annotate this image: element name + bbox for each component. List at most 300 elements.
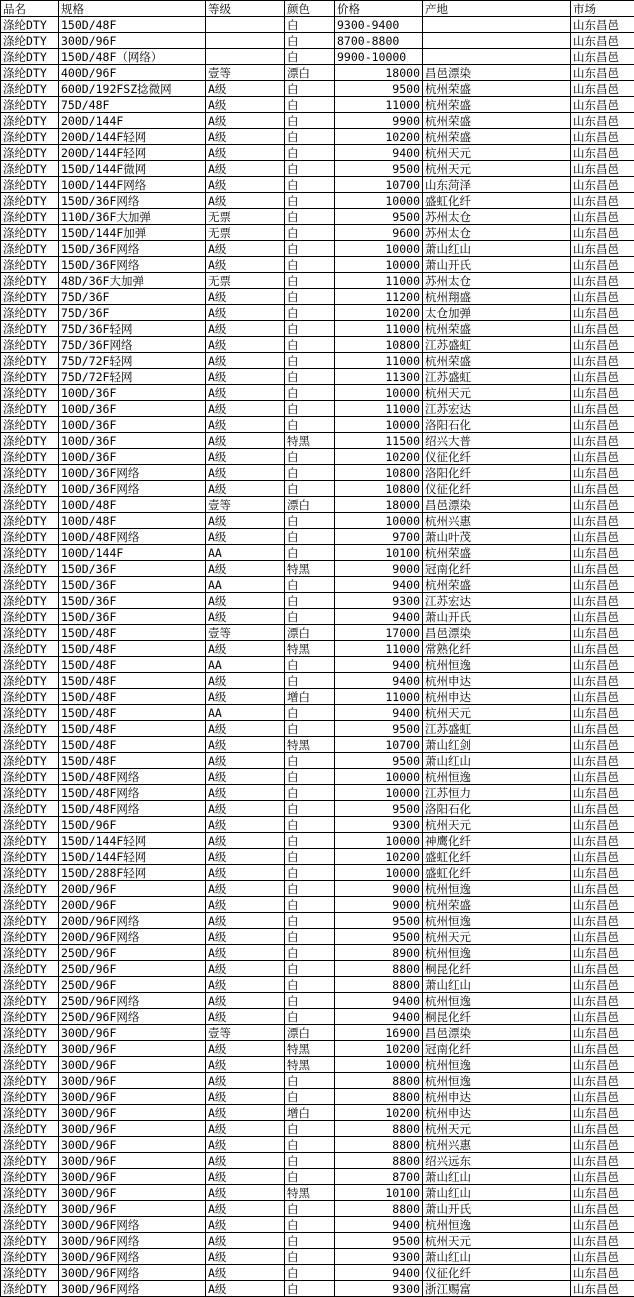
table-row [1,161,634,177]
cell-spec: 100D/36F [59,417,206,433]
cell-price: 9900 [335,113,423,129]
cell-color: 特黑 [285,641,335,657]
cell-color: 白 [285,257,335,273]
cell-product: 涤纶DTY [1,1009,59,1025]
cell-market: 山东昌邑 [571,33,634,49]
table-row [1,81,634,97]
cell-origin: 太仓加弹 [423,305,571,321]
cell-product: 涤纶DTY [1,897,59,913]
cell-grade: A级 [206,753,285,769]
cell-price: 10000 [335,241,423,257]
cell-spec: 300D/96F [59,1153,206,1169]
cell-market: 山东昌邑 [571,785,634,801]
cell-market: 山东昌邑 [571,369,634,385]
cell-grade: A级 [206,161,285,177]
cell-color: 白 [285,385,335,401]
cell-market: 山东昌邑 [571,97,634,113]
cell-spec: 200D/144F轻网 [59,129,206,145]
header-spec: 规格 [59,1,206,17]
cell-market: 山东昌邑 [571,353,634,369]
cell-price: 8800 [335,1201,423,1217]
cell-origin: 杭州恒逸 [423,1217,571,1233]
cell-market: 山东昌邑 [571,577,634,593]
cell-price: 8700-8800 [335,33,423,49]
cell-product: 涤纶DTY [1,657,59,673]
cell-grade: A级 [206,1169,285,1185]
cell-grade: A级 [206,145,285,161]
cell-product: 涤纶DTY [1,801,59,817]
cell-product: 涤纶DTY [1,465,59,481]
table-row [1,769,634,785]
cell-color: 白 [285,241,335,257]
table-row [1,689,634,705]
cell-market: 山东昌邑 [571,641,634,657]
cell-origin: 盛虹化纤 [423,865,571,881]
cell-spec: 150D/48F [59,689,206,705]
cell-spec: 300D/96F网络 [59,1249,206,1265]
table-row [1,1185,634,1201]
table-row [1,209,634,225]
cell-price: 10800 [335,481,423,497]
cell-spec: 600D/192FSZ捻微网 [59,81,206,97]
cell-color: 白 [285,545,335,561]
cell-color: 白 [285,593,335,609]
cell-spec: 150D/48F网络 [59,769,206,785]
cell-origin [423,33,571,49]
cell-color: 白 [285,657,335,673]
cell-spec: 150D/96F [59,817,206,833]
cell-color: 白 [285,337,335,353]
cell-market: 山东昌邑 [571,257,634,273]
table-row [1,625,634,641]
cell-market: 山东昌邑 [571,1009,634,1025]
cell-grade: A级 [206,689,285,705]
cell-product: 涤纶DTY [1,577,59,593]
cell-origin: 杭州恒逸 [423,769,571,785]
cell-market: 山东昌邑 [571,721,634,737]
cell-color: 白 [285,113,335,129]
cell-market: 山东昌邑 [571,513,634,529]
cell-grade: A级 [206,977,285,993]
cell-product: 涤纶DTY [1,1057,59,1073]
cell-grade: A级 [206,769,285,785]
table-row [1,1057,634,1073]
cell-price: 8800 [335,1089,423,1105]
cell-spec: 100D/36F [59,401,206,417]
cell-grade: A级 [206,865,285,881]
cell-price: 10000 [335,193,423,209]
cell-market: 山东昌邑 [571,1201,634,1217]
cell-product: 涤纶DTY [1,529,59,545]
cell-color: 白 [285,81,335,97]
cell-origin: 萧山红山 [423,1185,571,1201]
cell-product: 涤纶DTY [1,961,59,977]
cell-color: 白 [285,753,335,769]
cell-spec: 100D/48F [59,497,206,513]
cell-origin: 杭州天元 [423,1121,571,1137]
cell-origin: 杭州天元 [423,817,571,833]
table-row [1,577,634,593]
cell-spec: 75D/36F [59,289,206,305]
cell-price: 9300-9400 [335,17,423,33]
cell-grade: A级 [206,929,285,945]
cell-grade: A级 [206,609,285,625]
cell-price: 9400 [335,705,423,721]
table-row [1,609,634,625]
cell-product: 涤纶DTY [1,1233,59,1249]
cell-product: 涤纶DTY [1,1217,59,1233]
header-row [1,1,634,17]
cell-market: 山东昌邑 [571,897,634,913]
cell-market: 山东昌邑 [571,625,634,641]
cell-color: 白 [285,833,335,849]
cell-market: 山东昌邑 [571,705,634,721]
cell-price: 9900-10000 [335,49,423,65]
cell-color: 白 [285,1233,335,1249]
cell-origin: 杭州兴惠 [423,513,571,529]
cell-price: 9500 [335,1233,423,1249]
cell-price: 10200 [335,1105,423,1121]
cell-grade: A级 [206,817,285,833]
cell-market: 山东昌邑 [571,817,634,833]
table-row [1,385,634,401]
cell-spec: 110D/36F大加弹 [59,209,206,225]
cell-origin: 常熟化纤 [423,641,571,657]
cell-product: 涤纶DTY [1,1121,59,1137]
cell-origin: 杭州申达 [423,1105,571,1121]
cell-grade: A级 [206,433,285,449]
cell-price: 9400 [335,1265,423,1281]
cell-origin: 萧山红山 [423,977,571,993]
cell-grade: A级 [206,305,285,321]
cell-price: 11000 [335,353,423,369]
cell-product: 涤纶DTY [1,769,59,785]
cell-market: 山东昌邑 [571,145,634,161]
cell-color: 白 [285,1201,335,1217]
table-row [1,353,634,369]
cell-color: 增白 [285,689,335,705]
cell-market: 山东昌邑 [571,593,634,609]
cell-price: 10200 [335,305,423,321]
cell-grade: A级 [206,113,285,129]
cell-color: 白 [285,977,335,993]
cell-spec: 75D/36F网络 [59,337,206,353]
table-row [1,1041,634,1057]
cell-grade: 无票 [206,209,285,225]
cell-origin: 冠南化纤 [423,561,571,577]
cell-origin: 杭州申达 [423,673,571,689]
table-row [1,945,634,961]
cell-price: 10000 [335,417,423,433]
cell-origin: 盛虹化纤 [423,849,571,865]
cell-spec: 150D/48F [59,641,206,657]
cell-product: 涤纶DTY [1,721,59,737]
table-row [1,225,634,241]
cell-price: 8700 [335,1169,423,1185]
table-row [1,913,634,929]
cell-price: 10000 [335,257,423,273]
cell-market: 山东昌邑 [571,433,634,449]
cell-origin: 昌邑漂染 [423,1025,571,1041]
cell-product: 涤纶DTY [1,433,59,449]
cell-price: 9400 [335,993,423,1009]
cell-spec: 75D/36F轻网 [59,321,206,337]
cell-market: 山东昌邑 [571,1089,634,1105]
cell-market: 山东昌邑 [571,993,634,1009]
cell-market: 山东昌邑 [571,881,634,897]
cell-color: 白 [285,865,335,881]
cell-grade: A级 [206,961,285,977]
cell-product: 涤纶DTY [1,737,59,753]
cell-origin: 杭州天元 [423,161,571,177]
cell-spec: 150D/36F [59,593,206,609]
table-row [1,337,634,353]
cell-color: 白 [285,817,335,833]
cell-market: 山东昌邑 [571,913,634,929]
cell-color: 增白 [285,1105,335,1121]
cell-color: 白 [285,209,335,225]
cell-color: 白 [285,577,335,593]
cell-price: 10200 [335,849,423,865]
table-row [1,817,634,833]
cell-market: 山东昌邑 [571,833,634,849]
cell-color: 白 [285,529,335,545]
cell-grade: A级 [206,737,285,753]
cell-origin: 苏州太仓 [423,209,571,225]
cell-color: 白 [285,193,335,209]
cell-origin: 绍兴大普 [423,433,571,449]
cell-product: 涤纶DTY [1,513,59,529]
cell-price: 9500 [335,81,423,97]
cell-origin [423,17,571,33]
cell-origin: 杭州荣盛 [423,897,571,913]
table-row [1,705,634,721]
cell-color: 白 [285,881,335,897]
cell-color: 白 [285,97,335,113]
cell-color: 白 [285,1121,335,1137]
cell-grade: A级 [206,1153,285,1169]
cell-origin: 杭州天元 [423,1233,571,1249]
cell-product: 涤纶DTY [1,1265,59,1281]
cell-color: 白 [285,305,335,321]
table-row [1,129,634,145]
cell-product: 涤纶DTY [1,305,59,321]
cell-color: 白 [285,849,335,865]
table-row [1,961,634,977]
cell-grade: A级 [206,721,285,737]
cell-market: 山东昌邑 [571,961,634,977]
cell-grade [206,49,285,65]
cell-grade: A级 [206,97,285,113]
table-row [1,449,634,465]
cell-spec: 75D/36F [59,305,206,321]
cell-market: 山东昌邑 [571,1281,634,1297]
cell-market: 山东昌邑 [571,801,634,817]
cell-product: 涤纶DTY [1,113,59,129]
cell-product: 涤纶DTY [1,289,59,305]
cell-grade: 壹等 [206,1025,285,1041]
cell-grade: 壹等 [206,497,285,513]
cell-spec: 300D/96F [59,1089,206,1105]
cell-spec: 300D/96F [59,1105,206,1121]
cell-grade: A级 [206,353,285,369]
cell-grade: A级 [206,785,285,801]
cell-grade: A级 [206,673,285,689]
cell-grade [206,17,285,33]
cell-price: 11000 [335,273,423,289]
table-row [1,721,634,737]
cell-product: 涤纶DTY [1,177,59,193]
cell-color: 白 [285,353,335,369]
cell-price: 9500 [335,209,423,225]
cell-origin: 萧山红山 [423,241,571,257]
cell-market: 山东昌邑 [571,849,634,865]
cell-market: 山东昌邑 [571,113,634,129]
cell-grade: 壹等 [206,65,285,81]
cell-price: 10100 [335,545,423,561]
cell-grade: A级 [206,1073,285,1089]
cell-color: 漂白 [285,625,335,641]
table-row [1,1153,634,1169]
cell-grade: A级 [206,369,285,385]
cell-product: 涤纶DTY [1,1201,59,1217]
cell-grade: A级 [206,1201,285,1217]
cell-grade: A级 [206,81,285,97]
cell-origin: 江苏盛虹 [423,369,571,385]
cell-spec: 150D/36F [59,577,206,593]
cell-market: 山东昌邑 [571,753,634,769]
cell-spec: 200D/96F [59,897,206,913]
cell-spec: 150D/144F轻网 [59,849,206,865]
cell-product: 涤纶DTY [1,193,59,209]
cell-product: 涤纶DTY [1,641,59,657]
table-row [1,1121,634,1137]
cell-price: 10700 [335,737,423,753]
cell-product: 涤纶DTY [1,785,59,801]
table-row [1,145,634,161]
cell-grade: 无票 [206,225,285,241]
cell-origin: 杭州恒逸 [423,881,571,897]
cell-origin: 冠南化纤 [423,1041,571,1057]
cell-color: 白 [285,1169,335,1185]
cell-spec: 200D/144F轻网 [59,145,206,161]
cell-spec: 75D/72F轻网 [59,353,206,369]
cell-market: 山东昌邑 [571,289,634,305]
cell-spec: 300D/96F网络 [59,1265,206,1281]
cell-market: 山东昌邑 [571,241,634,257]
cell-spec: 300D/96F [59,1121,206,1137]
cell-price: 10000 [335,785,423,801]
cell-product: 涤纶DTY [1,353,59,369]
cell-color: 白 [285,721,335,737]
cell-price: 17000 [335,625,423,641]
cell-color: 白 [285,1073,335,1089]
cell-spec: 150D/48F [59,753,206,769]
cell-market: 山东昌邑 [571,337,634,353]
cell-grade: A级 [206,1217,285,1233]
cell-product: 涤纶DTY [1,865,59,881]
cell-product: 涤纶DTY [1,129,59,145]
cell-spec: 150D/48F（网络） [59,49,206,65]
cell-grade: AA [206,545,285,561]
cell-market: 山东昌邑 [571,497,634,513]
cell-market: 山东昌邑 [571,481,634,497]
cell-product: 涤纶DTY [1,225,59,241]
cell-product: 涤纶DTY [1,145,59,161]
cell-market: 山东昌邑 [571,769,634,785]
cell-origin: 江苏宏达 [423,593,571,609]
cell-spec: 150D/48F网络 [59,785,206,801]
cell-origin: 萧山开氏 [423,609,571,625]
cell-price: 10800 [335,337,423,353]
cell-color: 白 [285,17,335,33]
cell-grade: A级 [206,993,285,1009]
cell-color: 白 [285,945,335,961]
cell-product: 涤纶DTY [1,1041,59,1057]
table-row [1,1009,634,1025]
cell-origin: 盛虹化纤 [423,193,571,209]
cell-price: 9000 [335,881,423,897]
cell-price: 9400 [335,577,423,593]
cell-price: 10000 [335,769,423,785]
cell-grade: A级 [206,289,285,305]
cell-product: 涤纶DTY [1,97,59,113]
cell-spec: 150D/36F网络 [59,241,206,257]
cell-price: 10800 [335,465,423,481]
cell-product: 涤纶DTY [1,817,59,833]
cell-color: 特黑 [285,433,335,449]
cell-origin: 苏州太仓 [423,273,571,289]
cell-spec: 150D/144F微网 [59,161,206,177]
cell-color: 白 [285,1249,335,1265]
table-row [1,593,634,609]
cell-product: 涤纶DTY [1,1281,59,1297]
cell-spec: 100D/48F [59,513,206,529]
table-row [1,49,634,65]
cell-market: 山东昌邑 [571,385,634,401]
cell-color: 白 [285,481,335,497]
cell-price: 10000 [335,385,423,401]
table-row [1,1169,634,1185]
cell-spec: 100D/36F [59,449,206,465]
cell-product: 涤纶DTY [1,17,59,33]
cell-price: 10200 [335,1041,423,1057]
cell-color: 白 [285,289,335,305]
cell-grade: A级 [206,881,285,897]
cell-product: 涤纶DTY [1,1169,59,1185]
cell-grade: A级 [206,1233,285,1249]
cell-product: 涤纶DTY [1,849,59,865]
table-row [1,1249,634,1265]
cell-spec: 200D/96F [59,881,206,897]
cell-color: 白 [285,33,335,49]
cell-grade: A级 [206,641,285,657]
cell-market: 山东昌邑 [571,449,634,465]
cell-spec: 300D/96F [59,1169,206,1185]
cell-price: 9400 [335,1217,423,1233]
cell-spec: 250D/96F [59,945,206,961]
cell-market: 山东昌邑 [571,929,634,945]
table-row [1,1025,634,1041]
cell-price: 11200 [335,289,423,305]
cell-grade: A级 [206,945,285,961]
cell-market: 山东昌邑 [571,1041,634,1057]
cell-price: 8900 [335,945,423,961]
cell-spec: 150D/48F [59,705,206,721]
cell-price: 8800 [335,1073,423,1089]
cell-color: 白 [285,417,335,433]
cell-price: 9300 [335,817,423,833]
